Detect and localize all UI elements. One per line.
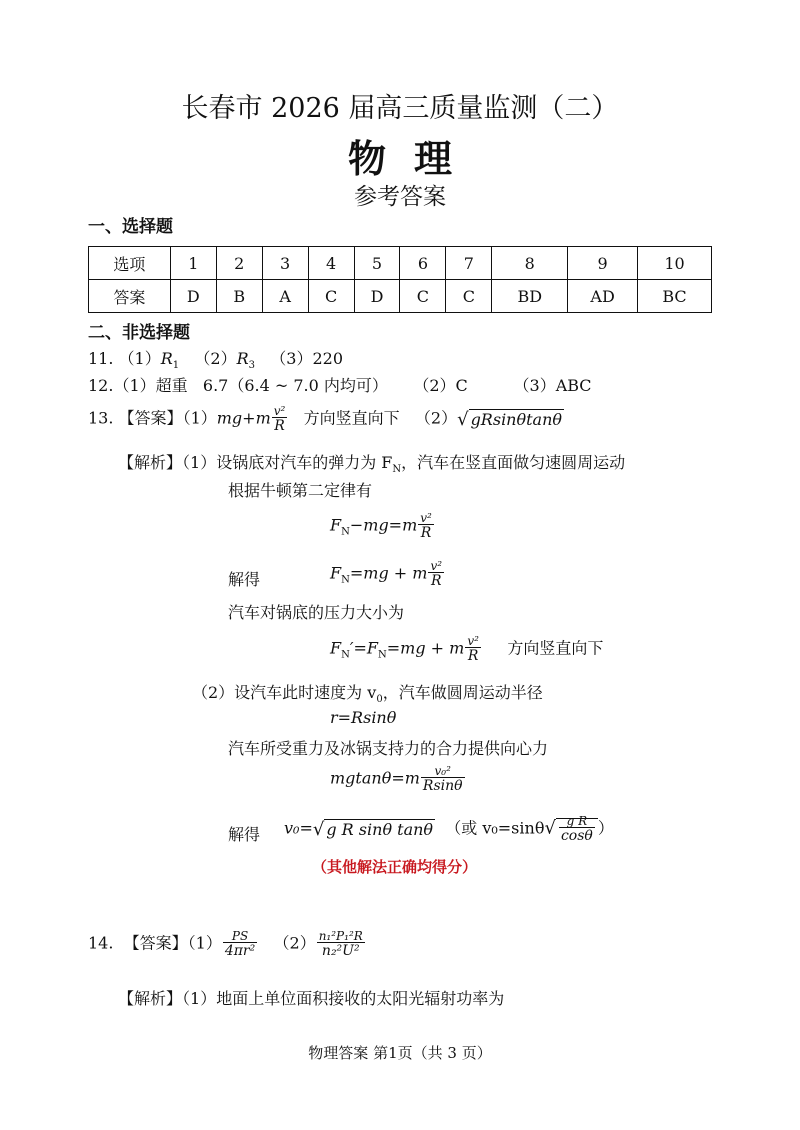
sqrt-radicand	[556, 814, 598, 844]
eq3-mid2: =mg + m	[386, 638, 465, 658]
q11-sub1: 1	[172, 360, 180, 372]
grading-note: （其他解法正确均得分）	[312, 858, 478, 876]
question-cell: 9	[568, 247, 638, 280]
fraction	[465, 635, 481, 663]
sqrt-radicand: g R sinθ tanθ	[326, 819, 434, 839]
eq3-direction: 方向竖直向下	[507, 638, 604, 658]
q13-ans1-direction: 方向竖直向下	[303, 408, 400, 428]
eq3-lhs: F	[330, 638, 342, 658]
q11-part2: （2）	[194, 349, 237, 368]
eq6-lhs: v₀=	[284, 818, 313, 838]
q11-number: 11.	[88, 349, 114, 368]
question-cell: 6	[400, 247, 446, 280]
question-row	[89, 247, 712, 280]
q11-line	[88, 346, 343, 371]
q13-part2-line2: 汽车所受重力及冰锅支持力的合力提供向心力	[228, 739, 549, 758]
q13-answer-line	[88, 405, 564, 433]
eq6-close: ）	[597, 818, 614, 838]
eq1-sub: N	[341, 526, 350, 538]
fraction	[223, 930, 257, 958]
frac-num: g R	[566, 814, 588, 828]
answer-cell: D	[354, 280, 400, 313]
q12-text: （1）超重 6.7（6.4 ~ 7.0 内均可） （2）C （3）ABC	[113, 376, 592, 395]
fraction	[428, 560, 444, 588]
q13-analysis-line2: 根据牛顿第二定律有	[228, 481, 373, 500]
q14-number: 14.	[88, 933, 114, 953]
q13-eq2	[330, 560, 445, 588]
q13-eq6	[284, 815, 614, 843]
q13-b1-sub: 0	[376, 694, 383, 706]
row-label: 答案	[89, 280, 171, 313]
q11-var2: R	[236, 349, 249, 368]
frac-den: R	[465, 647, 481, 663]
q13-solve2-label: 解得	[228, 825, 261, 844]
fraction	[272, 405, 288, 433]
eq1-lhs: F	[330, 515, 342, 535]
eq3-sub: N	[341, 649, 350, 661]
frac-num: v²	[430, 559, 443, 573]
sqrt-radicand: gRsinθtanθ	[470, 409, 563, 429]
analysis-tag: 【解析】	[118, 453, 183, 472]
q12-line	[88, 373, 592, 396]
q11-sub2: 3	[248, 360, 256, 372]
frac-num: v₀²	[434, 764, 451, 778]
q11-part3: （3）220	[270, 349, 344, 368]
fraction	[559, 815, 595, 843]
frac-den: 4πr²	[224, 943, 256, 959]
frac-den: n₂²U²	[317, 942, 365, 958]
frac-den: Rsinθ	[422, 778, 463, 794]
page-footer: 物理答案 第1页（共 3 页）	[308, 1044, 492, 1062]
q13-b1-tail: ，汽车做圆周运动半径	[382, 683, 543, 702]
answer-tag: 【答案】	[123, 933, 188, 953]
frac-den: cosθ	[560, 828, 593, 844]
frac-num: n₁²P₁²R	[318, 929, 363, 943]
q13-a1-tail: ，汽车在竖直面做匀速圆周运动	[401, 453, 626, 472]
q12-number: 12.	[88, 376, 114, 395]
q13-number: 13.	[88, 408, 114, 428]
row-label: 选项	[89, 247, 171, 280]
eq2-mid: =mg + m	[349, 563, 428, 583]
q14-part1: （1）	[187, 933, 222, 953]
frac-den: R	[418, 524, 434, 540]
sqrt-icon: √	[544, 817, 556, 839]
q13-analysis-line1	[118, 450, 625, 475]
q13-eq5	[330, 765, 466, 793]
answer-cell: C	[400, 280, 446, 313]
frac-den: R	[272, 417, 288, 433]
eq5-lhs: mgtanθ=m	[330, 768, 420, 788]
q13-b1: （2）设汽车此时速度为 v	[192, 683, 377, 702]
sqrt-icon: √	[312, 818, 325, 840]
answer-row	[89, 280, 712, 313]
q13-ans1-lhs: mg+m	[216, 408, 271, 428]
sqrt	[313, 819, 435, 840]
sqrt-icon: √	[457, 408, 469, 430]
exam-title: 长春市 2026 届高三质量监测（二）	[181, 93, 619, 124]
q13-part2-line1	[192, 680, 543, 705]
question-cell: 3	[262, 247, 308, 280]
answer-cell: D	[170, 280, 216, 313]
frac-num: v²	[467, 634, 479, 648]
answer-cell: B	[216, 280, 262, 313]
question-cell: 5	[354, 247, 400, 280]
eq2-lhs: F	[330, 563, 342, 583]
q13-analysis-line3: 汽车对锅底的压力大小为	[228, 603, 405, 622]
q13-ans1-prefix: （1）	[182, 408, 217, 428]
q11-var1: R	[160, 349, 173, 368]
section1-title: 一、选择题	[88, 217, 173, 237]
answer-cell: AD	[568, 280, 638, 313]
q13-solve-label: 解得	[228, 570, 261, 589]
answer-cell: BD	[492, 280, 568, 313]
frac-den: R	[428, 572, 444, 588]
q13-eq4: r=Rsinθ	[330, 708, 397, 727]
answer-cell: BC	[638, 280, 712, 313]
eq3-mid: ′=F	[349, 638, 378, 658]
section2-title: 二、非选择题	[88, 323, 190, 343]
question-cell: 4	[308, 247, 354, 280]
sqrt	[457, 409, 564, 430]
fraction	[421, 765, 465, 793]
q11-part1: （1）	[118, 349, 161, 368]
subject-title: 物理	[347, 136, 480, 181]
eq2-sub: N	[341, 574, 350, 586]
question-cell: 8	[492, 247, 568, 280]
q13-eq1	[330, 512, 435, 540]
answer-tag: 【答案】	[118, 408, 183, 428]
question-cell: 2	[216, 247, 262, 280]
frac-num: PS	[231, 929, 249, 943]
fraction	[418, 512, 434, 540]
q14-answer-line	[88, 930, 366, 958]
fraction	[317, 930, 365, 958]
question-cell: 10	[638, 247, 712, 280]
question-cell: 7	[446, 247, 492, 280]
sqrt	[544, 815, 597, 843]
subtitle: 参考答案	[354, 184, 446, 210]
q14-a1: （1）地面上单位面积接收的太阳光辐射功率为	[182, 989, 505, 1008]
q13-ans2-prefix: （2）	[414, 408, 458, 428]
eq1-mid: −mg=m	[349, 515, 418, 535]
question-cell: 1	[170, 247, 216, 280]
q14-analysis-line	[118, 986, 504, 1009]
eq6-alt: （或 v₀=sinθ	[445, 818, 545, 838]
q14-part2: （2）	[273, 933, 316, 953]
frac-num: v²	[273, 404, 286, 418]
q13-eq3	[330, 635, 603, 663]
q13-a1: （1）设锅底对汽车的弹力为 F	[182, 453, 393, 472]
analysis-tag: 【解析】	[118, 989, 183, 1008]
q13-a1-sub: N	[392, 464, 402, 476]
frac-num: v²	[420, 511, 432, 525]
answer-table	[88, 246, 712, 313]
answer-cell: A	[262, 280, 308, 313]
answer-cell: C	[308, 280, 354, 313]
eq3-sub2: N	[378, 649, 387, 661]
answer-cell: C	[446, 280, 492, 313]
